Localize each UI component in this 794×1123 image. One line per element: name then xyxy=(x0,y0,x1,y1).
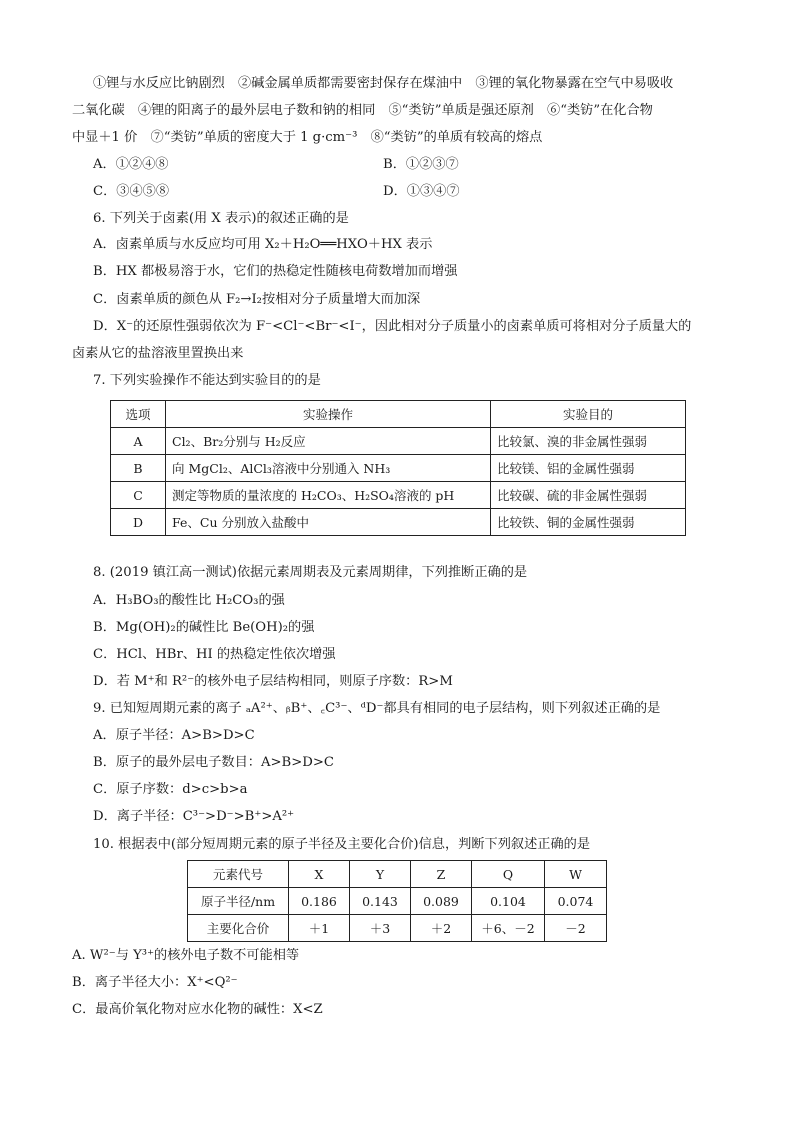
table-cell: ＋6、－2 xyxy=(472,915,545,942)
table-header-cell: W xyxy=(545,861,607,888)
intro-line-3: 中显＋1 价 ⑦“类钫”单质的密度大于 1 g·cm⁻³ ⑧“类钫”的单质有较高的熔点 xyxy=(72,130,543,145)
table-header-cell: Y xyxy=(350,861,411,888)
q8-stem: 8. (2019 镇江高一测试)依据元素周期表及元素周期律，下列推断正确的是 xyxy=(93,565,528,580)
q9-stem: 9. 已知短周期元素的离子 ₐA²⁺、ᵦB⁺、꜀C³⁻、ᵈD⁻都具有相同的电子层结构，则下列叙述正确的是 xyxy=(93,701,661,716)
table-header-cell: 选项 xyxy=(111,401,166,428)
table-cell: ＋3 xyxy=(350,915,411,942)
table-cell: 0.074 xyxy=(545,888,607,915)
table-cell: 0.143 xyxy=(350,888,411,915)
q8-option-d: D．若 M⁺和 R²⁻的核外电子层结构相同，则原子序数：R>M xyxy=(93,674,453,689)
intro-option-d: D．①③④⑦ xyxy=(383,184,460,199)
table-cell: 向 MgCl₂、AlCl₃溶液中分别通入 NH₃ xyxy=(166,455,491,482)
q6-option-c: C．卤素单质的颜色从 F₂→I₂按相对分子质量增大而加深 xyxy=(93,292,421,307)
table-header-cell: Z xyxy=(411,861,472,888)
q7-table xyxy=(110,400,686,536)
intro-line-1: ①锂与水反应比钠剧烈 ②碱金属单质都需要密封保存在煤油中 ③锂的氧化物暴露在空气中易吸收 xyxy=(93,76,674,91)
table-cell: Fe、Cu 分别放入盐酸中 xyxy=(166,509,491,536)
table-header-cell: 实验操作 xyxy=(166,401,491,428)
table-row xyxy=(111,482,686,509)
table-cell: ＋2 xyxy=(411,915,472,942)
q7-stem: 7. 下列实验操作不能达到实验目的的是 xyxy=(93,373,321,388)
table-header-cell: X xyxy=(289,861,350,888)
table-cell: 0.186 xyxy=(289,888,350,915)
table-cell: 0.104 xyxy=(472,888,545,915)
q9-option-d: D．离子半径：C³⁻>D⁻>B⁺>A²⁺ xyxy=(93,809,295,824)
table-header-cell: 实验目的 xyxy=(491,401,686,428)
q8-option-b: B．Mg(OH)₂的碱性比 Be(OH)₂的强 xyxy=(93,620,315,635)
table-cell: －2 xyxy=(545,915,607,942)
q9-option-c: C．原子序数：d>c>b>a xyxy=(93,782,248,797)
table-cell: 比较碳、硫的非金属性强弱 xyxy=(491,482,686,509)
q10-option-a: A. W²⁻与 Y³⁺的核外电子数不可能相等 xyxy=(72,948,300,963)
intro-option-c: C．③④⑤⑧ xyxy=(93,184,170,199)
q6-option-b: B．HX 都极易溶于水，它们的热稳定性随核电荷数增加而增强 xyxy=(93,264,458,279)
table-row xyxy=(111,428,686,455)
q6-option-a: A．卤素单质与水反应均可用 X₂＋H₂O══HXO＋HX 表示 xyxy=(93,237,433,252)
table-cell: 原子半径/nm xyxy=(188,888,289,915)
q6-option-d-line1: D．X⁻的还原性强弱依次为 F⁻<Cl⁻<Br⁻<I⁻，因此相对分子质量小的卤素单质可将相对分子质量大的 xyxy=(93,319,692,334)
table-cell: A xyxy=(111,428,166,455)
q10-option-c: C．最高价氧化物对应水化物的碱性：X<Z xyxy=(72,1002,323,1017)
q8-option-c: C．HCl、HBr、HI 的热稳定性依次增强 xyxy=(93,647,336,662)
table-row xyxy=(111,455,686,482)
table-cell: Cl₂、Br₂分别与 H₂反应 xyxy=(166,428,491,455)
q9-option-b: B．原子的最外层电子数目：A>B>D>C xyxy=(93,755,334,770)
table-cell: 测定等物质的量浓度的 H₂CO₃、H₂SO₄溶液的 pH xyxy=(166,482,491,509)
table-cell: D xyxy=(111,509,166,536)
table-header-cell: Q xyxy=(472,861,545,888)
q6-stem: 6. 下列关于卤素(用 X 表示)的叙述正确的是 xyxy=(93,211,349,226)
table-header-row xyxy=(188,861,607,888)
table-cell: 主要化合价 xyxy=(188,915,289,942)
table-header-cell: 元素代号 xyxy=(188,861,289,888)
q6-option-d-line2: 卤素从它的盐溶液里置换出来 xyxy=(72,346,244,361)
q10-table xyxy=(187,860,607,942)
table-cell: C xyxy=(111,482,166,509)
table-row xyxy=(111,509,686,536)
q10-option-b: B．离子半径大小：X⁺<Q²⁻ xyxy=(72,975,238,990)
intro-option-b: B．①②③⑦ xyxy=(383,157,459,172)
q9-option-a: A．原子半径：A>B>D>C xyxy=(93,728,255,743)
table-cell: 0.089 xyxy=(411,888,472,915)
q10-stem: 10. 根据表中(部分短周期元素的原子半径及主要化合价)信息，判断下列叙述正确的是 xyxy=(93,837,591,852)
intro-line-2: 二氧化碳 ④锂的阳离子的最外层电子数和钠的相同 ⑤“类钫”单质是强还原剂 ⑥“类钫”在化合物 xyxy=(72,103,653,118)
table-cell: B xyxy=(111,455,166,482)
table-row xyxy=(188,915,607,942)
table-cell: 比较镁、铝的金属性强弱 xyxy=(491,455,686,482)
table-cell: ＋1 xyxy=(289,915,350,942)
intro-option-a: A．①②④⑧ xyxy=(93,157,169,172)
q8-option-a: A．H₃BO₃的酸性比 H₂CO₃的强 xyxy=(93,593,285,608)
table-header-row xyxy=(111,401,686,428)
table-row xyxy=(188,888,607,915)
table-cell: 比较铁、铜的金属性强弱 xyxy=(491,509,686,536)
table-cell: 比较氯、溴的非金属性强弱 xyxy=(491,428,686,455)
